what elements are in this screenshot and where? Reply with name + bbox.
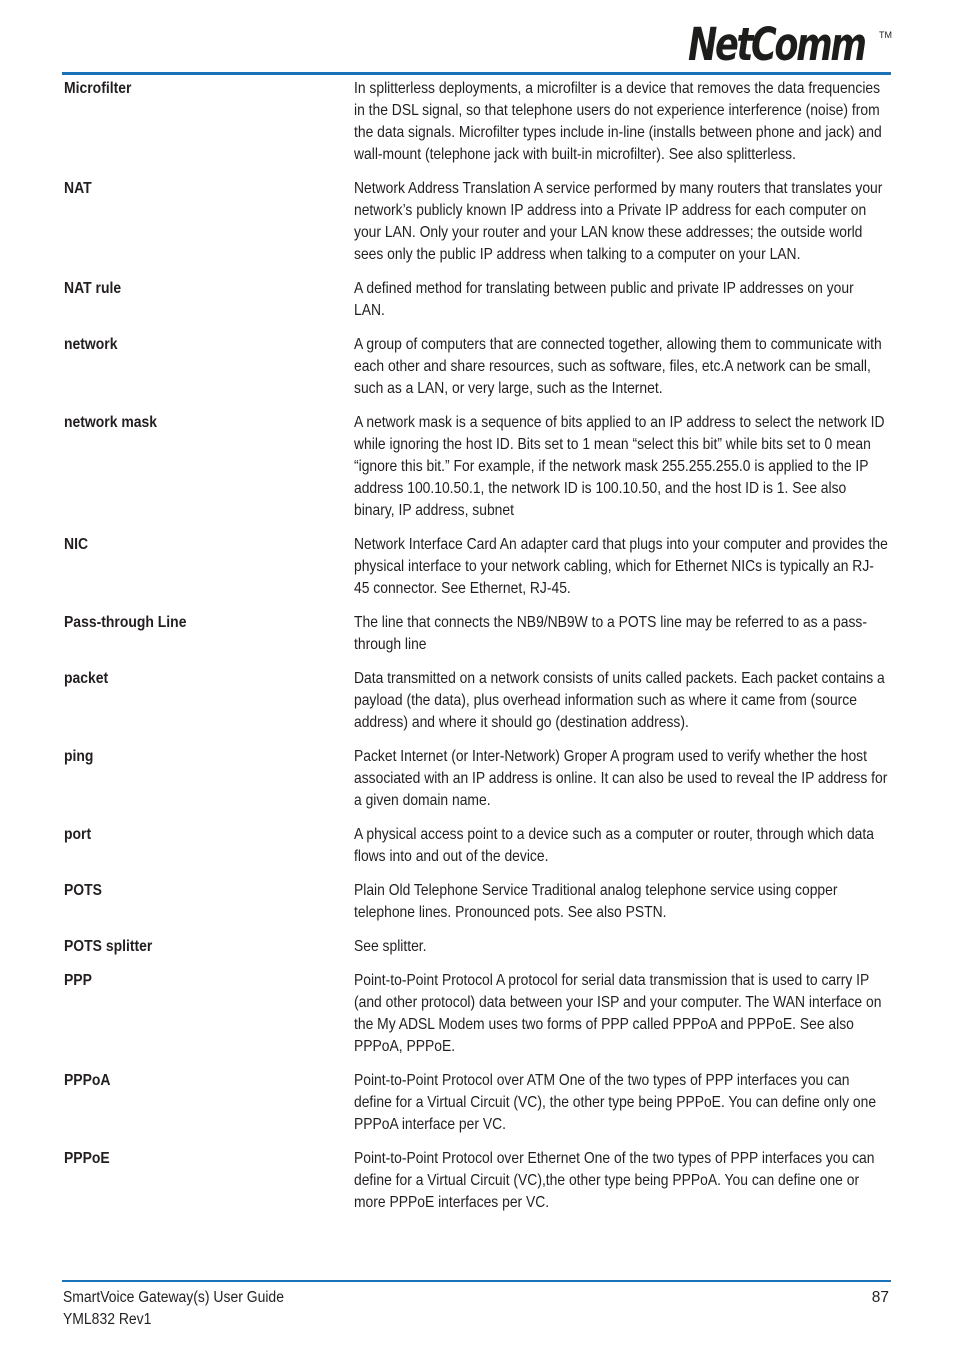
glossary-term: network xyxy=(64,336,118,353)
glossary-entry xyxy=(64,880,890,924)
glossary-definition: A group of computers that are connected together, allowing them to communicate with each other and share resources, such as software, files, etc.A network can be small, such as a LAN, or very large, such as the Internet. xyxy=(354,336,882,397)
glossary-term: PPP xyxy=(64,972,92,989)
glossary-entry xyxy=(64,936,890,958)
glossary-definition: Plain Old Telephone Service Traditional analog telephone service using copper telephone lines. Pronounced pots. See also PSTN. xyxy=(354,882,838,921)
glossary-entry xyxy=(64,1148,890,1214)
glossary-term: POTS xyxy=(64,882,102,899)
glossary-entry xyxy=(64,278,890,322)
glossary-definition: Network Interface Card An adapter card that plugs into your computer and provides the physical interface to your network cabling, which for Ethernet NICs is typically an RJ-45 connector. See Ethernet, RJ-45. xyxy=(354,536,888,597)
glossary-definition: Point-to-Point Protocol over Ethernet One of the two types of PPP interfaces you can define for a Virtual Circuit (VC),the other type being PPPoA. You can define one or more PPPoE interfaces per VC. xyxy=(354,1150,875,1211)
glossary-term: packet xyxy=(64,670,109,687)
glossary-term: PPPoE xyxy=(64,1150,110,1167)
glossary-entry xyxy=(64,746,890,812)
glossary-definition: A physical access point to a device such as a computer or router, through which data flows into and out of the device. xyxy=(354,826,874,865)
footer-rule xyxy=(62,1280,891,1282)
trademark-mark: TM xyxy=(879,30,892,40)
glossary-term: POTS splitter xyxy=(64,938,153,955)
glossary-term: NAT xyxy=(64,180,92,197)
glossary-term: ping xyxy=(64,748,94,765)
glossary-definition: A network mask is a sequence of bits applied to an IP address to select the network ID while ignoring the host ID. Bits set to 1 mean “select this bit” while bits set to 0 mean “ignore this bit.” For example, if the network mask 255.255.255.0 is applied to the IP address 100.10.50.1, the network ID is 100.10.50, and the host ID is 1. See also binary, IP address, subnet xyxy=(354,414,885,519)
glossary-entry xyxy=(64,612,890,656)
glossary-term: PPPoA xyxy=(64,1072,111,1089)
footer-doc-code: YML832 Rev1 xyxy=(63,1311,152,1328)
glossary-definition: The line that connects the NB9/NB9W to a POTS line may be referred to as a pass-through line xyxy=(354,614,867,653)
glossary-list xyxy=(64,78,890,1226)
glossary-definition: Packet Internet (or Inter-Network) Groper A program used to verify whether the host associated with an IP address is online. It can also be used to reveal the IP address for a given domain name. xyxy=(354,748,888,809)
glossary-definition: Network Address Translation A service performed by many routers that translates your network’s publicly known IP address into a Private IP address for each computer on your LAN. Only your router and your LAN know these addresses; the outside world sees only the public IP address when talking to a computer on your LAN. xyxy=(354,180,883,263)
glossary-entry xyxy=(64,824,890,868)
glossary-entry xyxy=(64,412,890,522)
glossary-entry xyxy=(64,970,890,1058)
glossary-definition: A defined method for translating between public and private IP addresses on your LAN. xyxy=(354,280,854,319)
glossary-definition: Point-to-Point Protocol A protocol for serial data transmission that is used to carry IP (and other protocol) data between your ISP and your computer. The WAN interface on the My ADSL Modem uses two forms of PPP called PPPoA and PPPoE. See also PPPoA, PPPoE. xyxy=(354,972,882,1055)
netcomm-logo: NetComm xyxy=(688,18,865,71)
glossary-entry xyxy=(64,334,890,400)
glossary-entry xyxy=(64,1070,890,1136)
glossary-term: network mask xyxy=(64,414,158,431)
glossary-definition: In splitterless deployments, a microfilter is a device that removes the data frequencies in the DSL signal, so that telephone users do not experience interference (noise) from the data signals. Microfilter types include in-line (installs between phone and jack) and wall-mount (telephone jack with built-in microfilter). See also splitterless. xyxy=(354,80,882,163)
glossary-definition: See splitter. xyxy=(354,938,427,955)
glossary-entry xyxy=(64,534,890,600)
glossary-entry xyxy=(64,78,890,166)
footer-left xyxy=(63,1287,284,1331)
footer-guide-title: SmartVoice Gateway(s) User Guide xyxy=(63,1289,284,1306)
glossary-term: NIC xyxy=(64,536,89,553)
header-rule xyxy=(62,72,891,75)
glossary-term: Microfilter xyxy=(64,80,132,97)
glossary-entry xyxy=(64,178,890,266)
glossary-definition: Point-to-Point Protocol over ATM One of the two types of PPP interfaces you can define for a Virtual Circuit (VC), the other type being PPPoE. You can define only one PPPoA interface per VC. xyxy=(354,1072,877,1133)
glossary-term: port xyxy=(64,826,92,843)
glossary-entry xyxy=(64,668,890,734)
page-number: 87 xyxy=(871,1289,889,1306)
glossary-definition: Data transmitted on a network consists of units called packets. Each packet contains a payload (the data), plus overhead information such as where it came from (source address) and where it should go (destination address). xyxy=(354,670,885,731)
glossary-term: NAT rule xyxy=(64,280,122,297)
glossary-term: Pass-through Line xyxy=(64,614,187,631)
